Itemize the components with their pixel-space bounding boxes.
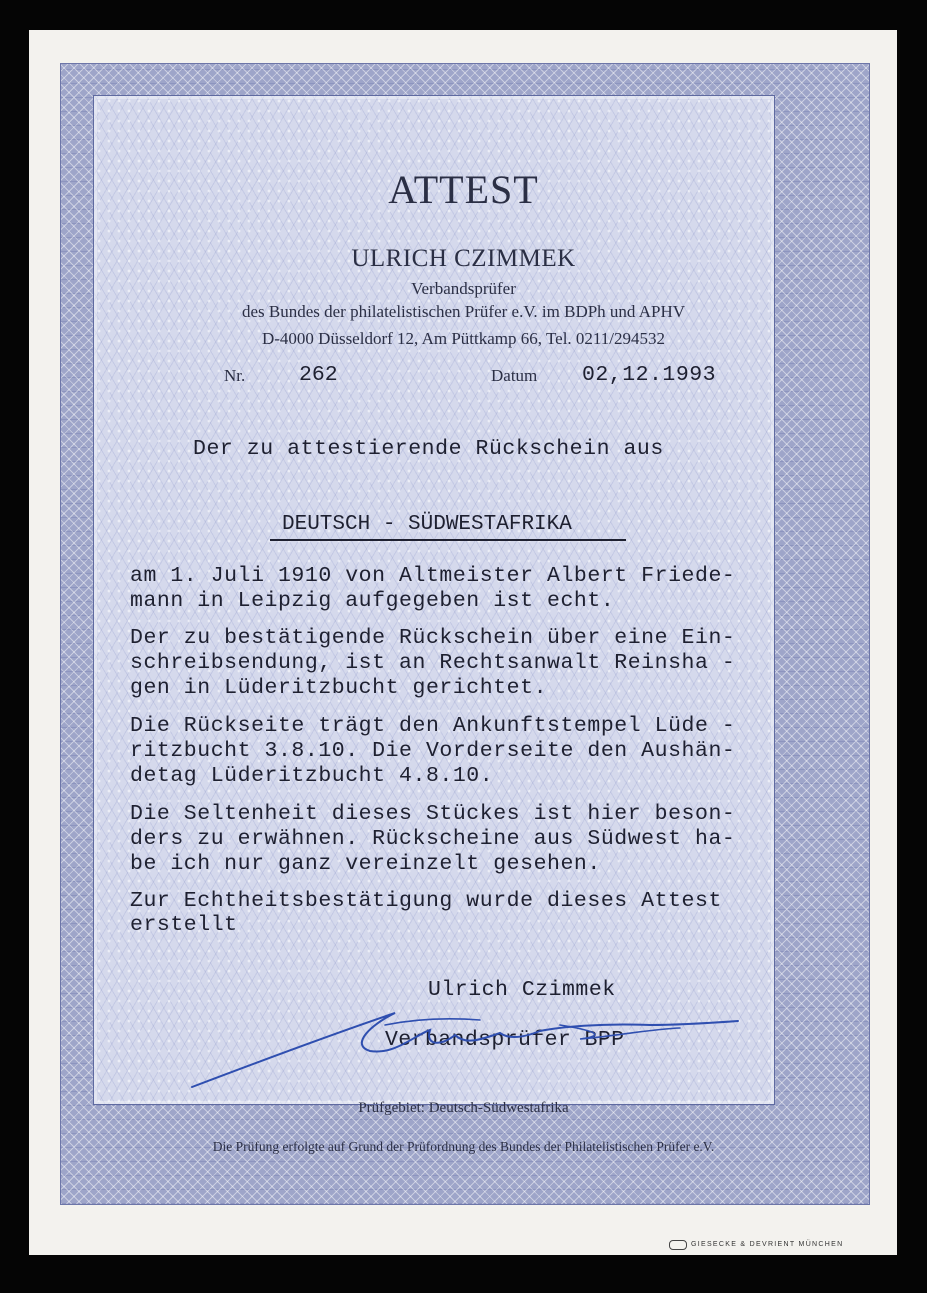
body-line: schreibsendung, ist an Rechtsanwalt Reinsha -: [130, 651, 736, 675]
association-line: des Bundes der philatelistischen Prüfer e.V. im BDPh und APHV: [241, 302, 686, 321]
printer-logo-icon: [669, 1240, 687, 1250]
examination-area: Prüfgebiet: Deutsch-Südwestafrika: [358, 1100, 569, 1116]
signatory-title: Verbandsprüfer BPP: [385, 1028, 625, 1052]
body-line: ritzbucht 3.8.10. Die Vorderseite den Aushän-: [130, 739, 736, 763]
datum-label: Datum: [491, 366, 538, 385]
body-line: mann in Leipzig aufgegeben ist echt.: [130, 589, 615, 613]
signatory-name: Ulrich Czimmek: [428, 978, 616, 1002]
address-line: D-4000 Düsseldorf 12, Am Püttkamp 66, Tel. 0211/294532: [261, 329, 666, 348]
regulation-note: Die Prüfung erfolgte auf Grund der Prüfordnung des Bundes der Philatelistischen Prüfer e.V.: [212, 1139, 715, 1154]
printer-imprint: GIESECKE & DEVRIENT MÜNCHEN: [691, 1241, 844, 1248]
handwritten-signature: [180, 995, 750, 1095]
body-line: Die Seltenheit dieses Stückes ist hier beson-: [130, 802, 736, 826]
certificate-title: ATTEST: [388, 167, 539, 212]
examiner-role: Verbandsprüfer: [411, 279, 516, 298]
body-line: am 1. Juli 1910 von Altmeister Albert Friede-: [130, 564, 736, 588]
nr-value: 262: [299, 363, 338, 387]
datum-value: 02,12.1993: [582, 363, 717, 387]
body-line: ders zu erwähnen. Rückscheine aus Südwest ha-: [130, 827, 736, 851]
body-line: Zur Echtheitsbestätigung wurde dieses Attest: [130, 889, 722, 913]
body-line: gen in Lüderitzbucht gerichtet.: [130, 676, 548, 700]
body-line: Die Rückseite trägt den Ankunftstempel Lüde -: [130, 714, 736, 738]
nr-label: Nr.: [224, 366, 246, 385]
country-heading: DEUTSCH - SÜDWESTAFRIKA: [282, 513, 572, 536]
intro-line: Der zu attestierende Rückschein aus: [193, 437, 664, 461]
body-line: erstellt: [130, 913, 238, 937]
body-line: Der zu bestätigende Rückschein über eine Ein-: [130, 626, 736, 650]
body-line: detag Lüderitzbucht 4.8.10.: [130, 764, 494, 788]
body-line: be ich nur ganz vereinzelt gesehen.: [130, 852, 601, 876]
examiner-name: ULRICH CZIMMEK: [351, 245, 576, 272]
heading-underline: [270, 539, 626, 541]
